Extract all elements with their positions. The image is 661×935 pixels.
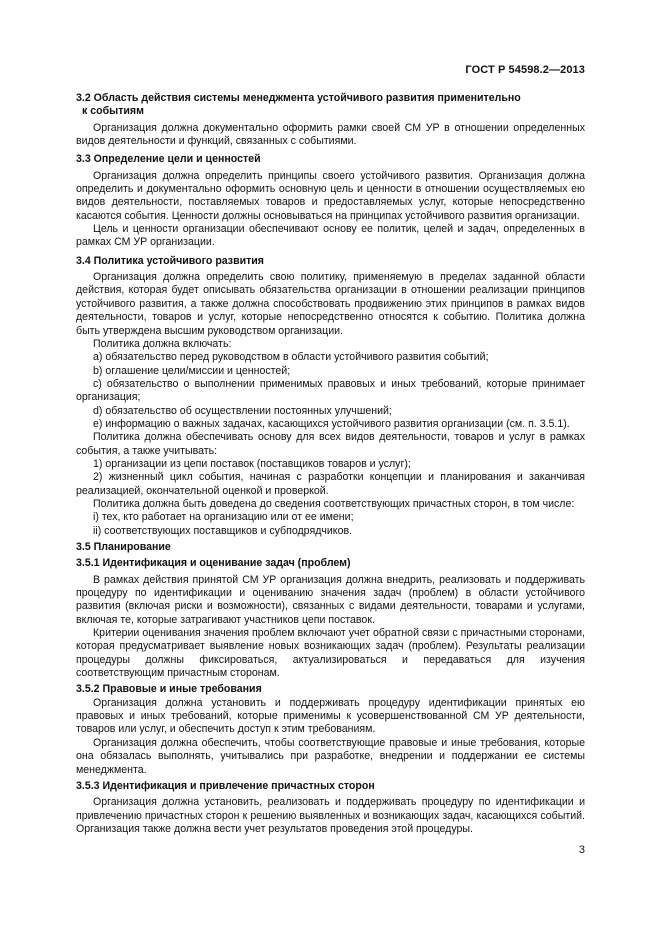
section-3-5-3-paragraph-1: Организация должна установить, реализовать и поддерживать процедуру по идентификации и привлечению причастных сторон к решению выявленных и возникающих задач, касающихся событий. Организация также должна вести учет результатов проведения этой процедуры. [76, 796, 585, 835]
document-standard-id: ГОСТ Р 54598.2—2013 [465, 64, 585, 76]
section-3-4-paragraph-1: Организация должна определить свою политику, применяемую в пределах заданной области действия, которая будет описывать обязательства организации в отношении реализации принципов устойчивого развития, а также должна способствовать продвижению этих принципов в рамках видов деятельности, товаров и услуг, которые непосредственно относятся к событию. Политика должна быть утверждена высшим руководством организации. [76, 271, 585, 337]
section-3-2-paragraph: Организация должна документально оформить рамки своей СМ УР в отношении определенных видов деятельности и функций, связанных с событиями. [76, 121, 585, 148]
section-3-5-heading: 3.5 Планирование [76, 541, 171, 553]
list-item-c: c) обязательство о выполнении применимых правовых и иных требований, которые принимает организация; [76, 377, 585, 404]
list-item-2: 2) жизненный цикл события, начиная с разработки концепции и планирования и заканчивая реализацией, окончательной оценкой и проверкой. [76, 471, 585, 497]
list-item-b: b) оглашение цели/миссии и ценностей; [93, 364, 291, 377]
section-3-2-heading [76, 92, 585, 119]
section-3-5-2-paragraph-1: Организация должна установить и поддерживать процедуру идентификации принятых ею правовых и иных требований, которые применимы к усовершенствованной СМ УР деятельности, товаров или услуг, и обеспечить доступ к этим требованиям. [76, 696, 585, 736]
section-3-4-paragraph-2: Политика должна включать: [93, 337, 232, 350]
document-body [76, 92, 585, 836]
section-3-5-2-paragraph-2: Организация должна обеспечить, чтобы соответствующие правовые и иные требования, которые она обязалась выполнять, учитывались при разработке, внедрении и поддержании ее системы менеджмента. [76, 736, 585, 776]
list-item-e: e) информацию о важных задачах, касающихся устойчивого развития организации (см. п. 3.5.1). [93, 417, 570, 430]
section-3-5-1-paragraph-1: В рамках действия принятой СМ УР организация должна внедрить, реализовать и поддерживать процедуру по идентификации и оцениванию значения задач (проблем) в области устойчивого развития (включая риски и возможности), связанных с видами деятельности, товарами и услугами, включая те, которые затрагивают участников цепи поставок. [76, 573, 585, 626]
section-3-5-1-paragraph-2: Критерии оценивания значения проблем включают учет обратной связи с причастными сторонами, которая предусматривает выявление новых возникающих задач (проблем). Результаты реализации процедуры должны фиксироваться, актуализироваться и передаваться для изучения соответствующим причастным сторонам. [76, 627, 585, 680]
section-3-3-paragraph-1: Организация должна определить принципы своего устойчивого развития. Организация должна определить и документально оформить основную цель и ценности в отношении осуществляемых ею видов деятельности, поставляемых товаров и предоставляемых услуг, которые непосредственно касаются события. Ценности должны основываться на принципах устойчивого развития организации. [76, 169, 585, 222]
section-3-5-3-heading: 3.5.3 Идентификация и привлечение причастных сторон [76, 779, 375, 792]
list-item-d: d) обязательство об осуществлении постоянных улучшений; [93, 404, 392, 417]
section-3-3-heading: 3.3 Определение цели и ценностей [76, 153, 261, 166]
section-3-4-heading: 3.4 Политика устойчивого развития [76, 254, 264, 267]
section-3-5-1-heading: 3.5.1 Идентификация и оценивание задач (проблем) [76, 557, 351, 570]
section-3-2-heading-line1: 3.2 Область действия системы менеджмента устойчивого развития применительно [76, 92, 521, 104]
list-item-a: a) обязательство перед руководством в области устойчивого развития событий; [93, 351, 489, 364]
list-item-i: i) тех, кто работает на организацию или от ее имени; [93, 511, 354, 524]
page-number: 3 [578, 844, 585, 856]
section-3-4-paragraph-3: Политика должна обеспечивать основу для всех видов деятельности, товаров и услуг в рамках события, а также учитывать: [76, 431, 585, 457]
list-item-ii: ii) соответствующих поставщиков и субподрядчиков. [93, 524, 353, 537]
section-3-4-paragraph-4: Политика должна быть доведена до сведения соответствующих причастных сторон, в том числе: [93, 497, 575, 510]
section-3-3-paragraph-2: Цель и ценности организации обеспечивают основу ее политик, целей и задач, определенных в рамках СМ УР организации. [76, 223, 585, 249]
section-3-5-2-heading: 3.5.2 Правовые и иные требования [76, 683, 262, 696]
list-item-1: 1) организации из цепи поставок (поставщиков товаров и услуг); [93, 457, 411, 470]
section-3-2-heading-line2: к событиям [82, 105, 144, 118]
